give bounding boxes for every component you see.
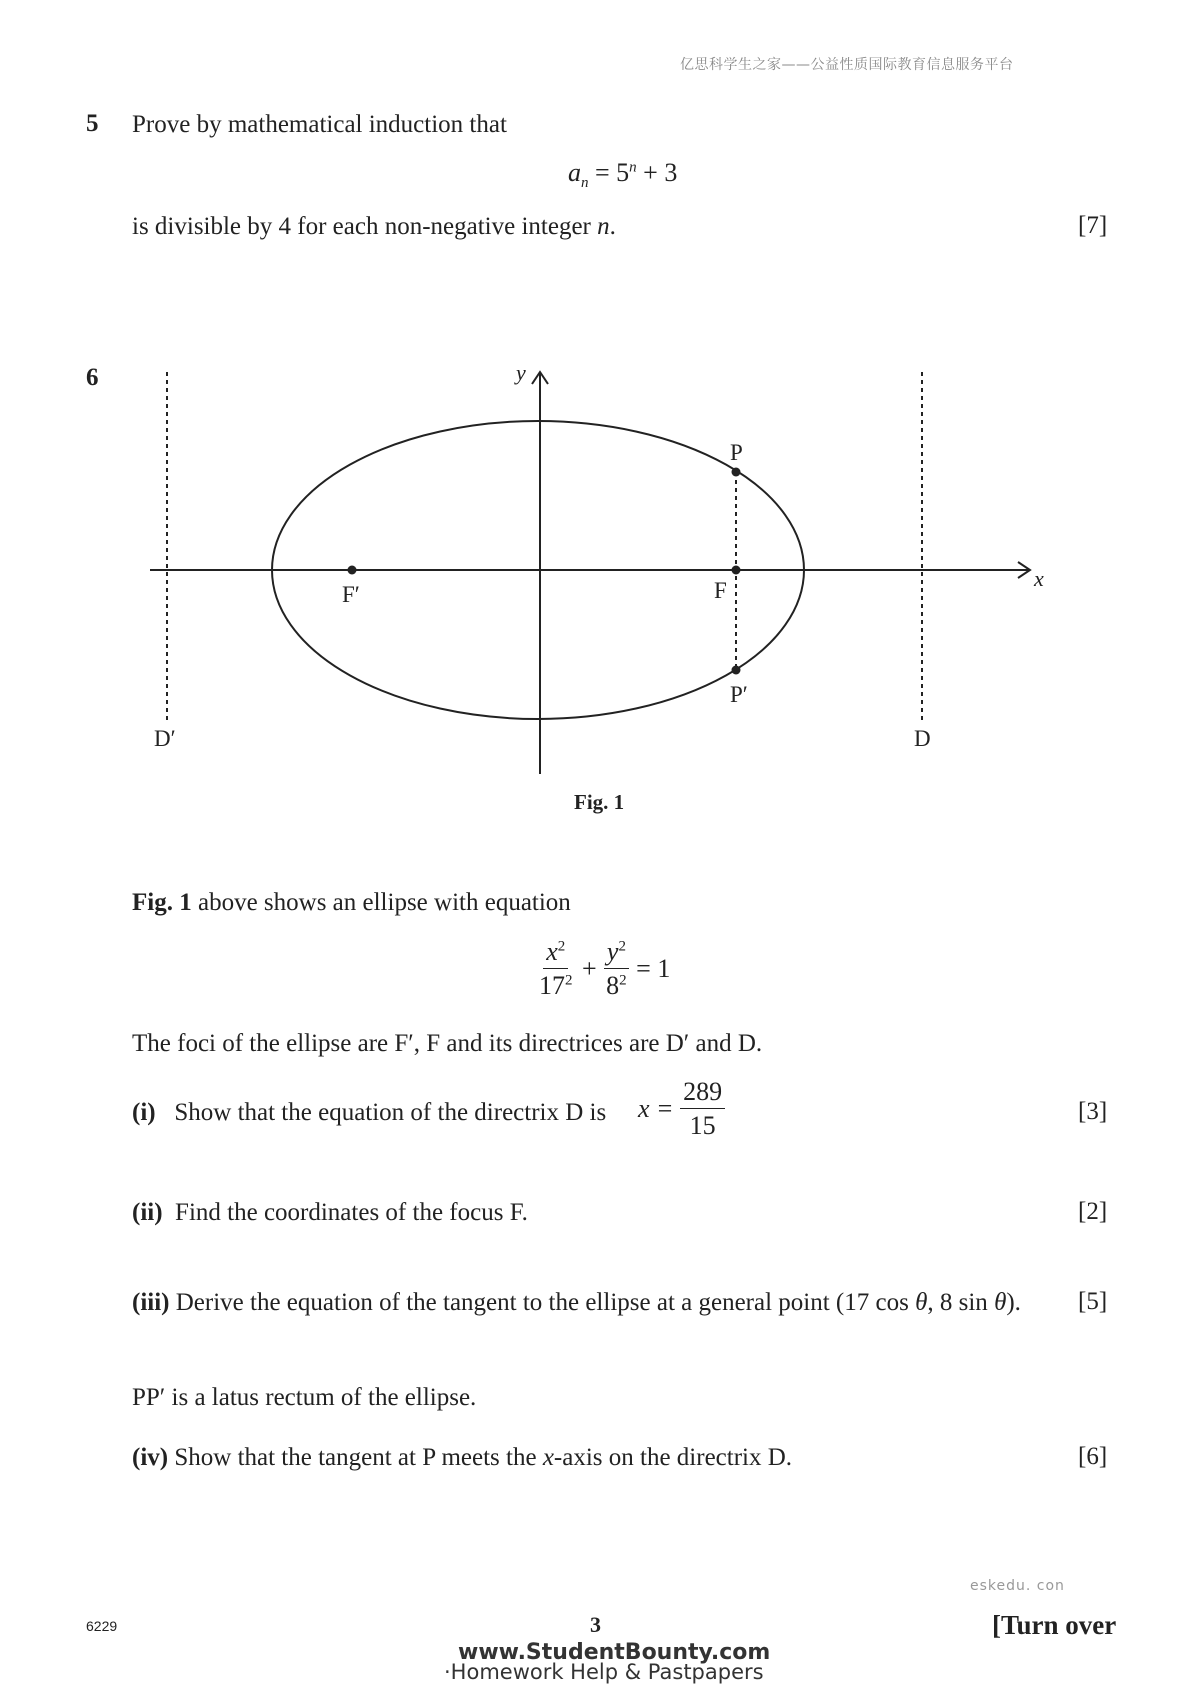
eq-a: a [568,158,581,187]
ellipse-equation [536,938,670,1000]
frac-num: 289 [680,1078,725,1109]
eq-17-sup: 2 [565,972,573,989]
part-iii-text-a: Derive the equation of the tangent to the ellipse at a general point (17 cos [175,1289,916,1316]
frac-den: 15 [689,1111,716,1141]
part-iii-marks: [5] [1078,1288,1108,1315]
fig-1-ellipse-diagram [0,0,1191,820]
studentbounty-url[interactable]: www.StudentBounty.com [458,1640,771,1665]
part-ii-marks: [2] [1078,1198,1108,1225]
label-p: P [730,440,743,465]
y-axis-label: y [516,360,526,385]
eskedu-watermark: eskedu. con [970,1578,1065,1594]
part-iv-var: x [542,1444,554,1471]
frac-lhs: x = [638,1093,674,1123]
label-f: F [714,578,727,603]
eq-x-sup: 2 [557,938,566,955]
x-axis-label: x [1034,566,1044,591]
label-f-prime: F′ [342,582,360,607]
question-5-intro: Prove by mathematical induction that [132,111,507,138]
part-i-marks: [3] [1078,1098,1108,1125]
question-6-number: 6 [86,364,99,391]
eq-sup: n [629,159,637,176]
part-i [132,1098,606,1128]
point-p [732,468,741,477]
label-d: D [914,726,931,751]
point-f-prime [348,566,357,575]
directrix-fraction [638,1078,725,1140]
eq-8-sup: 2 [619,972,627,989]
part-iv-text-a: Show that the tangent at P meets the [174,1444,543,1471]
statement-var: n [597,213,610,240]
question-6-intro [132,888,571,918]
part-iii [132,1288,1021,1318]
fraction-y [603,938,630,1000]
label-p-prime: P′ [730,682,748,707]
statement-pre: is divisible by 4 for each non-negative integer [132,213,598,240]
intro-fig-ref: Fig. 1 [132,889,192,916]
fraction-x [536,938,576,1000]
studentbounty-tagline: ·Homework Help & Pastpapers [444,1660,764,1684]
eq-rhs: = 1 [636,953,671,983]
part-iv [132,1443,792,1473]
eq-8: 8 [606,971,620,1001]
fraction-289-15 [680,1078,725,1140]
part-iii-text-b: , 8 sin [927,1289,995,1316]
latus-rectum-text: PP′ is a latus rectum of the ellipse. [132,1384,477,1411]
eq-plus: + [582,953,597,983]
eq-y-sup: 2 [618,938,626,955]
statement-post: . [609,213,616,240]
figure-caption: Fig. 1 [574,790,625,814]
point-f [732,566,741,575]
header-watermark: 亿思科学生之家——公益性质国际教育信息服务平台 [680,57,1014,73]
part-ii-label: (ii) [132,1199,163,1226]
part-iii-text-c: ). [1006,1289,1021,1316]
part-iv-marks: [6] [1078,1443,1108,1470]
eq-17: 17 [539,971,565,1001]
part-iii-theta-1: θ [915,1289,928,1316]
point-p-prime [732,666,741,675]
part-iv-label: (iv) [132,1444,169,1471]
part-iv-text-b: -axis on the directrix D. [553,1444,793,1471]
part-ii [132,1198,528,1228]
eq-x: x [546,937,558,966]
page-number: 3 [590,1612,601,1637]
part-i-label: (i) [132,1099,156,1126]
turn-over: [Turn over [992,1610,1117,1640]
eq-a-sub: n [581,175,589,192]
foci-text: The foci of the ellipse are F′, F and its directrices are D′ and D. [132,1030,763,1057]
part-ii-text: Find the coordinates of the focus F. [175,1199,528,1226]
eq-y: y [606,937,619,966]
label-d-prime: D′ [154,726,176,751]
eq-mid: = 5 [588,158,630,187]
question-5-number: 5 [86,110,99,137]
paper-code: 6229 [86,1618,118,1634]
part-iii-label: (iii) [132,1289,170,1316]
eq-rhs: + 3 [636,158,678,187]
part-i-text: Show that the equation of the directrix D is [174,1099,607,1126]
question-5-marks: [7] [1078,212,1108,239]
intro-rest: above shows an ellipse with equation [191,889,571,916]
part-iii-theta-2: θ [994,1289,1007,1316]
